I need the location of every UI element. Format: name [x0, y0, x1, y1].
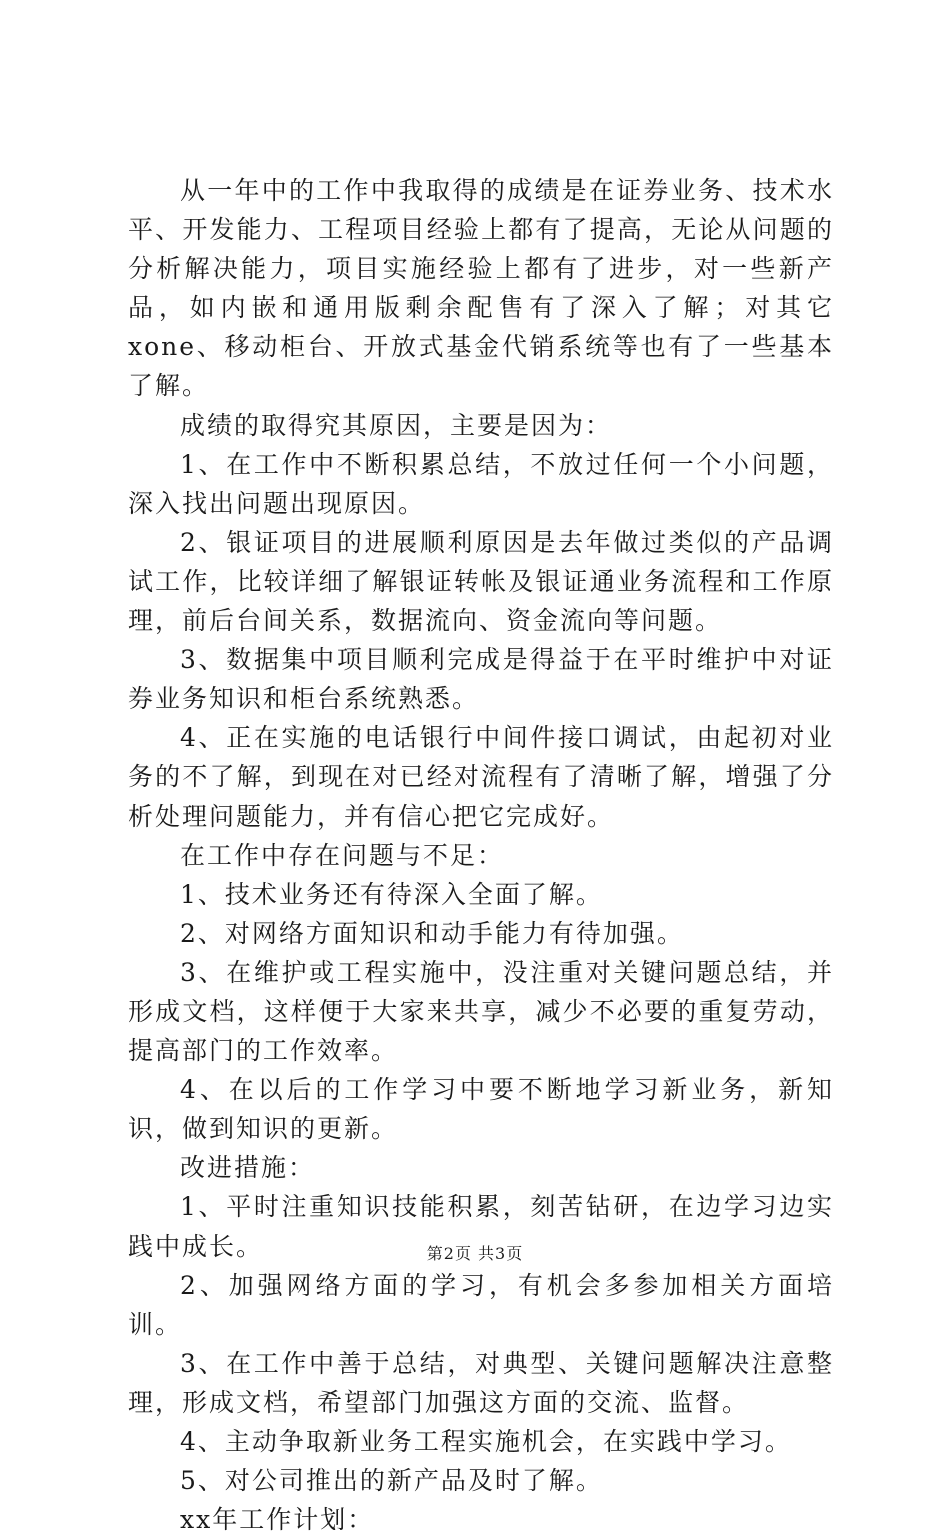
paragraph-reason-4: 4、正在实施的电话银行中间件接口调试，由起初对业务的不了解，到现在对已经对流程有了清晰了解，增强了分析处理问题能力，并有信心把它完成好。: [128, 723, 834, 831]
paragraph-reason-3: 3、数据集中项目顺利完成是得益于在平时维护中对证券业务知识和柜台系统熟悉。: [128, 645, 834, 714]
paragraph-problem-4: 4、在以后的工作学习中要不断地学习新业务，新知识，做到知识的更新。: [128, 1075, 834, 1144]
paragraph-achievements: 从一年中的工作中我取得的成绩是在证券业务、技术水平、开发能力、工程项目经验上都有了提高，无论从问题的分析解决能力，项目实施经验上都有了进步，对一些新产品，如内嵌和通用版剩余配售有了深入了解；对其它xone、移动柜台、开放式基金代销系统等也有了一些基本了解。: [128, 176, 834, 401]
paragraph-measure-2: 2、加强网络方面的学习，有机会多参加相关方面培训。: [128, 1270, 834, 1339]
paragraph-problem-1: 1、技术业务还有待深入全面了解。: [180, 879, 603, 909]
paragraph-measure-5: 5、对公司推出的新产品及时了解。: [180, 1466, 603, 1496]
page-number-footer: 第2页 共3页: [426, 1244, 524, 1263]
paragraph-plan-heading: xx年工作计划：: [180, 1505, 375, 1535]
paragraph-measure-4: 4、主动争取新业务工程实施机会，在实践中学习。: [180, 1427, 792, 1456]
paragraph-problem-2: 2、对网络方面知识和动手能力有待加强。: [180, 918, 684, 948]
paragraph-problems-heading: 在工作中存在问题与不足：: [180, 840, 505, 870]
paragraph-measures-heading: 改进措施：: [180, 1153, 316, 1183]
paragraph-measure-1: 1、平时注重知识技能积累，刻苦钻研，在边学习边实践中成长。: [128, 1192, 834, 1261]
document-body: [128, 171, 834, 1539]
paragraph-reason-1: 1、在工作中不断积累总结，不放过任何一个小问题，深入找出问题出现原因。: [128, 449, 834, 518]
paragraph-reason-2: 2、银证项目的进展顺利原因是去年做过类似的产品调试工作，比较详细了解银证转帐及银证通业务流程和工作原理，前后台间关系，数据流向、资金流向等问题。: [128, 527, 834, 636]
paragraph-measure-3: 3、在工作中善于总结，对典型、关键问题解决注意整理，形成文档，希望部门加强这方面的交流、监督。: [128, 1348, 834, 1417]
paragraph-problem-3: 3、在维护或工程实施中，没注重对关键问题总结，并形成文档，这样便于大家来共享，减少不必要的重复劳动，提高部门的工作效率。: [128, 957, 834, 1066]
paragraph-reasons-heading: 成绩的取得究其原因，主要是因为：: [180, 410, 613, 440]
